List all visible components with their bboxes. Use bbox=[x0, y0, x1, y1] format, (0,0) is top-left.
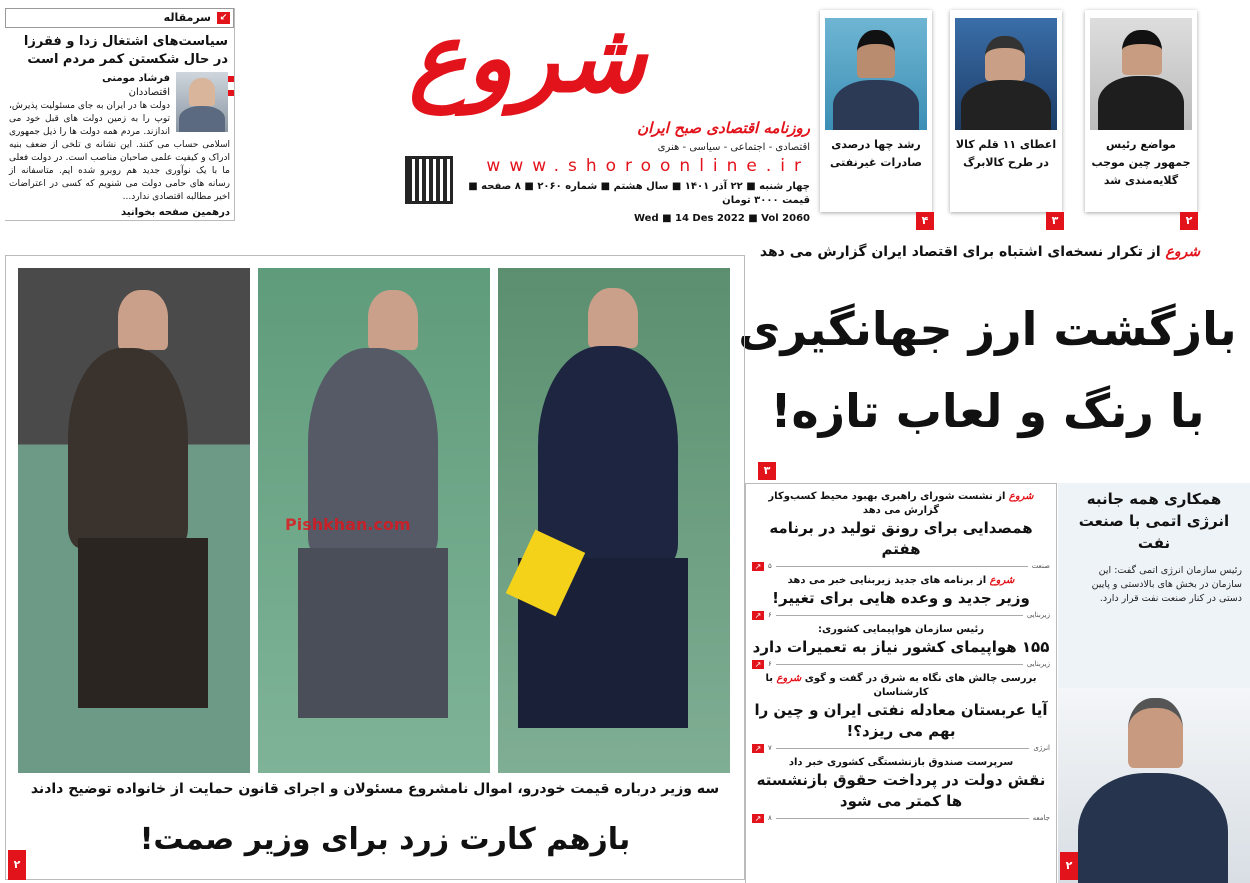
side-photo bbox=[1058, 688, 1250, 883]
masthead-sections: اقتصادی - اجتماعی - سیاسی - هنری bbox=[657, 142, 810, 153]
brand-mark: شروع bbox=[1008, 491, 1034, 502]
news-column bbox=[745, 483, 1057, 883]
page-number-badge: ۲ bbox=[1180, 212, 1198, 230]
news-kicker: از نشست شورای راهبری بهبود محیط کسب‌وکار گزارش می دهد bbox=[768, 491, 1006, 516]
page-number: ۸ bbox=[768, 814, 772, 822]
lead-headline-line1: بازگشت ارز جهانگیری bbox=[738, 302, 1237, 356]
arrow-icon: ↗ bbox=[752, 611, 764, 620]
side-story[interactable] bbox=[1058, 483, 1250, 883]
news-headline: همصدایی برای رونق تولید در برنامه هفتم bbox=[769, 519, 1033, 558]
editorial-title[interactable]: سیاست‌های اشتغال زدا و فقرزا در حال شکستن کمر مردم است bbox=[23, 34, 228, 67]
news-kicker-end: با کارشناسان bbox=[765, 673, 929, 698]
lead-headline[interactable] bbox=[735, 288, 1240, 452]
teaser-card[interactable] bbox=[1085, 10, 1197, 212]
side-body: رئیس سازمان انرژی اتمی گفت: این سازمان در بخش های بالادستی و پایین دستی در کنار صنعت نفت قرار دارد. bbox=[1091, 565, 1242, 604]
website-link[interactable]: www.shoroonline.ir bbox=[486, 156, 810, 176]
news-item[interactable] bbox=[746, 672, 1056, 753]
section-label: صنعت bbox=[1031, 562, 1050, 570]
editorial-tag-label: سرمقاله bbox=[163, 11, 211, 24]
section-label: جامعه bbox=[1032, 814, 1050, 822]
teaser-photo bbox=[955, 18, 1057, 130]
section-label: انرژی bbox=[1033, 744, 1050, 752]
masthead-logo[interactable] bbox=[250, 0, 805, 116]
news-headline: وزیر جدید و وعده هایی برای تغییر! bbox=[772, 589, 1030, 607]
section-label: زیربنایی bbox=[1026, 611, 1050, 619]
page-number-badge: ۳ bbox=[758, 462, 776, 480]
author-role: اقتصاددان bbox=[5, 86, 234, 100]
arrow-icon: ↗ bbox=[752, 562, 764, 571]
lead-kicker-text: از تکرار نسخه‌ای اشتباه برای اقتصاد ایران گزارش می دهد bbox=[759, 244, 1161, 260]
teaser-card[interactable] bbox=[950, 10, 1062, 212]
editorial-tag bbox=[5, 8, 234, 28]
lead-headline-line2: با رنگ و لعاب تازه! bbox=[770, 384, 1205, 438]
qr-code-icon bbox=[405, 156, 453, 204]
page-number-badge: ۲ bbox=[8, 850, 26, 880]
brand-mark: شروع bbox=[1165, 244, 1201, 260]
lead-kicker bbox=[740, 244, 1220, 261]
teaser-caption: اعطای ۱۱ قلم کالا در طرح کالابرگ bbox=[955, 138, 1057, 169]
news-item[interactable] bbox=[746, 490, 1056, 571]
page-number: ۶ bbox=[768, 611, 772, 619]
news-kicker: از برنامه های جدید زیربنایی خبر می دهد bbox=[787, 575, 987, 586]
news-kicker: رئیس سازمان هواپیمایی کشوری: bbox=[818, 624, 984, 635]
dateline-english: Wed ■ 14 Des 2022 ■ Vol 2060 bbox=[634, 213, 810, 224]
editorial-body: دولت ها در ایران به جای مسئولیت پذیرش، توپ را به زمین دولت های قبل خود می اندازند. مردم همه دولت ها را ذیل جمهوری اسلامی حساب می کنند. این نشانه ی تلخی از ضعف بنیه ادراک و کیفیت علمی صاحبان مناصب است. در دولت فعلی ما با یک نوآوری جدید هم روبرو شده ایم. متاسفانه از رسانه های حامی دولت می شنویم که کسی در اعتراضات اخیر مطالبه اقتصادی ندارد... bbox=[9, 101, 230, 202]
teaser-photo bbox=[825, 18, 927, 130]
dateline-persian: چهار شنبه ■ ۲۲ آذر ۱۴۰۱ ■ سال هشتم ■ شماره ۲۰۶۰ ■ ۸ صفحه ■ قیمت ۳۰۰۰ تومان bbox=[468, 181, 810, 206]
arrow-icon: ↗ bbox=[752, 660, 764, 669]
news-headline: نقش دولت در پرداخت حقوق بازنشسته ها کمتر می شود bbox=[756, 771, 1046, 810]
watermark: Pishkhan.com bbox=[285, 515, 411, 534]
news-kicker: بررسی چالش های نگاه به شرق در گفت و گوی bbox=[804, 673, 1037, 684]
logo-text: شروع bbox=[408, 1, 647, 114]
page-number-badge: ۴ bbox=[916, 212, 934, 230]
photo-story-headline[interactable]: بازهم کارت زرد برای وزیر صمت! bbox=[139, 822, 631, 857]
page-number: ۷ bbox=[768, 744, 772, 752]
section-label: زیربنایی bbox=[1026, 660, 1050, 668]
editorial-column bbox=[5, 8, 235, 221]
news-item[interactable] bbox=[746, 756, 1056, 823]
news-headline: ۱۵۵ هواپیمای کشور نیاز به تعمیرات دارد bbox=[752, 638, 1050, 656]
brand-mark: شروع bbox=[989, 575, 1015, 586]
teaser-caption: رشد چها درصدی صادرات غیرنفتی bbox=[830, 138, 922, 169]
news-headline: آیا عربستان معادله نفتی ایران و چین را بهم می ریزد؟! bbox=[754, 701, 1048, 740]
page-number: ۶ bbox=[768, 660, 772, 668]
teaser-photo bbox=[1090, 18, 1192, 130]
teaser-caption: مواضع رئیس جمهور چین موجب گلایه‌مندی شد bbox=[1091, 138, 1191, 187]
arrow-icon: ↗ bbox=[752, 814, 764, 823]
teaser-card[interactable] bbox=[820, 10, 932, 212]
page-number-badge: ۳ bbox=[1046, 212, 1064, 230]
read-more-link[interactable]: درهمین صفحه بخوانید bbox=[121, 207, 230, 218]
masthead-tagline: روزنامه اقتصادی صبح ایران bbox=[637, 119, 810, 137]
news-item[interactable] bbox=[746, 574, 1056, 620]
side-headline: همکاری همه جانبه انرژی اتمی با صنعت نفت bbox=[1078, 490, 1230, 552]
news-kicker: سرپرست صندوق بازنشستگی کشوری خبر داد bbox=[788, 757, 1014, 768]
minister-photo bbox=[18, 268, 250, 773]
page-number: ۵ bbox=[768, 562, 772, 570]
arrow-icon: ↙ bbox=[217, 12, 230, 24]
page-number-badge: ۲ bbox=[1060, 852, 1078, 880]
brand-mark: شروع bbox=[776, 673, 802, 684]
news-item[interactable] bbox=[746, 623, 1056, 669]
minister-photo bbox=[498, 268, 730, 773]
photo-story-subhead: سه وزیر درباره قیمت خودرو، اموال نامشروع مسئولان و اجرای قانون حمایت از خانواده توضیح دادند bbox=[30, 781, 720, 797]
arrow-icon: ↗ bbox=[752, 744, 764, 753]
author-name: فرشاد مومنی bbox=[5, 72, 234, 86]
